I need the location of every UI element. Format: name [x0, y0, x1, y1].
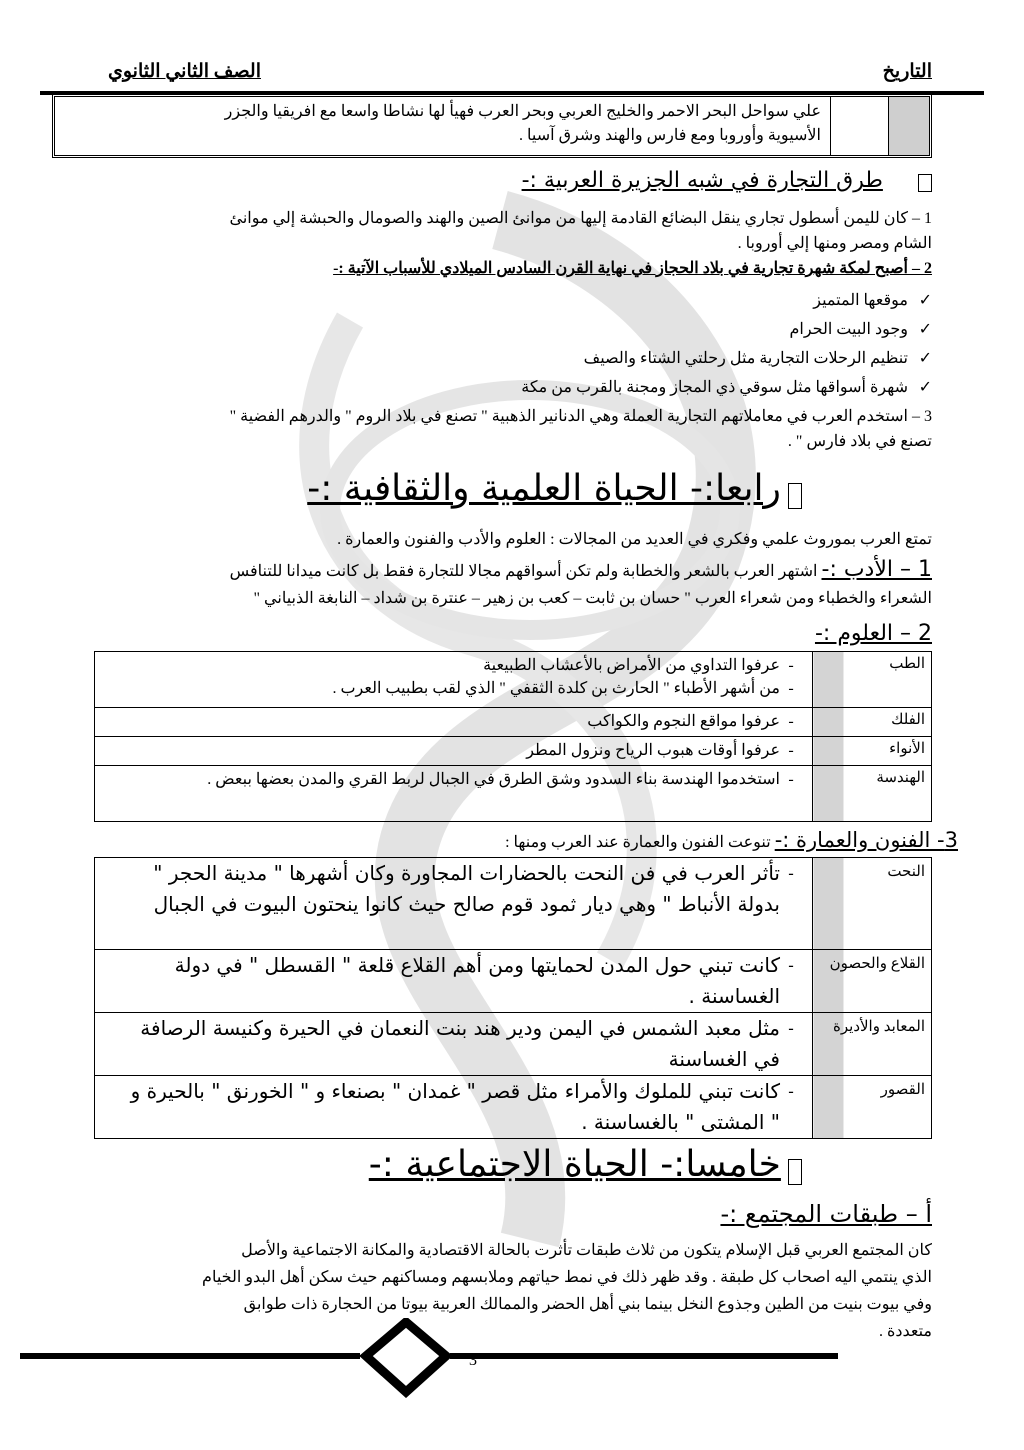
social-subheading: أ – طبقات المجتمع :- [720, 1200, 932, 1228]
table-row-label: الهندسة [813, 766, 932, 822]
sciences-table [94, 651, 932, 822]
social-para-line-3: وفي بيوت بنيت من الطين وجذوع النخل بينما بني أهل الحضر والممالك العربية بيوتا من الحجارة ذات طوابق [243, 1296, 932, 1313]
list-item: ✓موقعها المتميز [521, 286, 932, 315]
literature-heading: 1 – الأدب :- [821, 557, 932, 582]
footer-diamond-icon [358, 1318, 454, 1398]
table-row-label: النحت [813, 858, 932, 950]
table-row-content: -استخدموا الهندسة بناء السدود وشق الطرق في الجبال لربط القري والمدن بعضها ببعض . [95, 766, 813, 822]
table-row-content: -عرفوا التداوي من الأمراض بالأعشاب الطبيعية -من أشهر الأطباء " الحارث بن كلدة الثقفي " الذي لقب بطبيب العرب . [95, 652, 813, 708]
table-row-content: -كانت تبني للملوك والأمراء مثل قصر " غمدان " بصنعاء و " الخورنق " بالحيرة و " المشتى " بالغساسنة . [95, 1076, 813, 1139]
footer-line-right [450, 1353, 838, 1359]
table-row [95, 708, 932, 737]
social-heading: خامسا:- الحياة الاجتماعية :- [368, 1144, 781, 1185]
table-row-label: الطب [813, 652, 932, 708]
header-grade: الصف الثاني الثانوي [108, 61, 261, 82]
table-row-content: -مثل معبد الشمس في اليمن ودير هند بنت النعمان في الحيرة وكنيسة الرصافة في الغساسنة [95, 1013, 813, 1076]
table-row-label: الأنواء [813, 737, 932, 766]
trade-p3-line2: تصنع في بلاد فارس " . [787, 433, 932, 450]
table-row [95, 858, 932, 950]
arts-table [94, 857, 932, 1139]
trade-heading-row [522, 168, 932, 193]
mecca-reasons-list [521, 286, 932, 402]
table-row-label: المعابد والأديرة [813, 1013, 932, 1076]
table-row [95, 652, 932, 708]
table-row [95, 1076, 932, 1139]
table-row-label: الفلك [813, 708, 932, 737]
literature-line-2: الشعراء والخطباء ومن شعراء العرب " حسان بن ثابت – كعب بن زهير – عنترة بن شداد – النابغة الذبياني " [253, 590, 932, 607]
social-para-line-2: الذي ينتمي اليه اصحاب كل طبقة . وقد ظهر ذلك في نمط حياتهم وملابسهم ومساكنهم حيث سكن أهل البدو الخيام [202, 1269, 932, 1286]
check-icon: ✓ [918, 321, 932, 338]
page-number: 3 [469, 1352, 477, 1369]
table-row [95, 950, 932, 1013]
science-heading-row [307, 468, 802, 509]
table-row-content: -تأثر العرب في فن النحت بالحضارات المجاورة وكان أشهرها " مدينة الحجر " بدولة الأنباط " وهي ديار ثمود قوم صالح حيث كانوا ينحتون البيوت في الجبال [95, 858, 813, 950]
list-item: ✓شهرة أسواقها مثل سوقي ذي المجاز ومجنة بالقرب من مكة [521, 373, 932, 402]
bullet-box-icon [788, 483, 802, 509]
table-row-content: -عرفوا أوقات هبوب الرياح ونزول المطر [95, 737, 813, 766]
top-box-line-2: الأسيوية وأوروبا ومع فارس والهند وشرق آسيا . [519, 127, 821, 144]
table-row-content: -عرفوا مواقع النجوم والكواكب [95, 708, 813, 737]
bullet-box-icon [788, 1159, 802, 1185]
trade-p1-line2: الشام ومصر ومنها إلي أوروبا . [737, 235, 932, 252]
arts-heading: 3- الفنون والعمارة :- [774, 828, 958, 852]
literature-line-1: اشتهر العرب بالشعر والخطابة ولم تكن أسواقهم مجالا للتجارة فقط بل كانت ميدانا للتنافس [229, 563, 818, 580]
social-para-line-1: كان المجتمع العربي قبل الإسلام يتكون من ثلاث طبقات تأثرت بالحالة الاقتصادية والمكانة الاجتماعية والأصل [241, 1242, 932, 1259]
top-box-blank-cell [830, 97, 887, 155]
table-row-label: القصور [813, 1076, 932, 1139]
social-heading-row [369, 1144, 802, 1185]
footer-line-left [20, 1353, 360, 1359]
table-row [95, 737, 932, 766]
social-para-line-4: متعددة . [878, 1323, 932, 1340]
trade-heading: طرق التجارة في شبه الجزيرة العربية :- [521, 168, 883, 193]
top-box-label-cell [888, 97, 929, 155]
bullet-box-icon [918, 174, 932, 192]
trade-p1-line1: 1 – كان لليمن أسطول تجاري ينقل البضائع القادمة إليها من موانئ الصين والهند والصومال والحبشة إلي موانئ [229, 210, 932, 227]
top-box [52, 94, 932, 158]
table-row [95, 766, 932, 822]
table-row-content: -كانت تبني حول المدن لحمايتها ومن أهم القلاع قلعة " القسطل " في دولة الغساسنة . [95, 950, 813, 1013]
trade-p3-line1: 3 – استخدم العرب في معاملاتهم التجارية العملة وهي الدنانير الذهبية " تصنع في بلاد الروم " والدرهم الفضية " [229, 408, 932, 425]
trade-p2: 2 – أصبح لمكة شهرة تجارية في بلاد الحجاز في نهاية القرن السادس الميلادي للأسباب الآتية :- [333, 260, 932, 277]
list-item: ✓تنظيم الرحلات التجارية مثل رحلتي الشتاء والصيف [521, 344, 932, 373]
table-row [95, 1013, 932, 1076]
science-intro: تمتع العرب بموروث علمي وفكري في العديد من المجالات : العلوم والأدب والفنون والعمارة . [337, 531, 932, 548]
check-icon: ✓ [918, 350, 932, 367]
science-heading: رابعا:- الحياة العلمية والثقافية :- [307, 468, 781, 509]
top-box-line-1: علي سواحل البحر الاحمر والخليج العربي وبحر العرب فهيأ لها نشاطا واسعا مع افريقيا والجزر [224, 103, 821, 120]
header-subject: التاريخ [882, 61, 932, 82]
sciences-heading: 2 – العلوم :- [814, 621, 932, 646]
list-item: ✓وجود البيت الحرام [521, 315, 932, 344]
check-icon: ✓ [918, 292, 932, 309]
table-row-label: القلاع والحصون [813, 950, 932, 1013]
check-icon: ✓ [918, 379, 932, 396]
arts-intro: تنوعت الفنون والعمارة عند العرب ومنها : [505, 834, 771, 851]
